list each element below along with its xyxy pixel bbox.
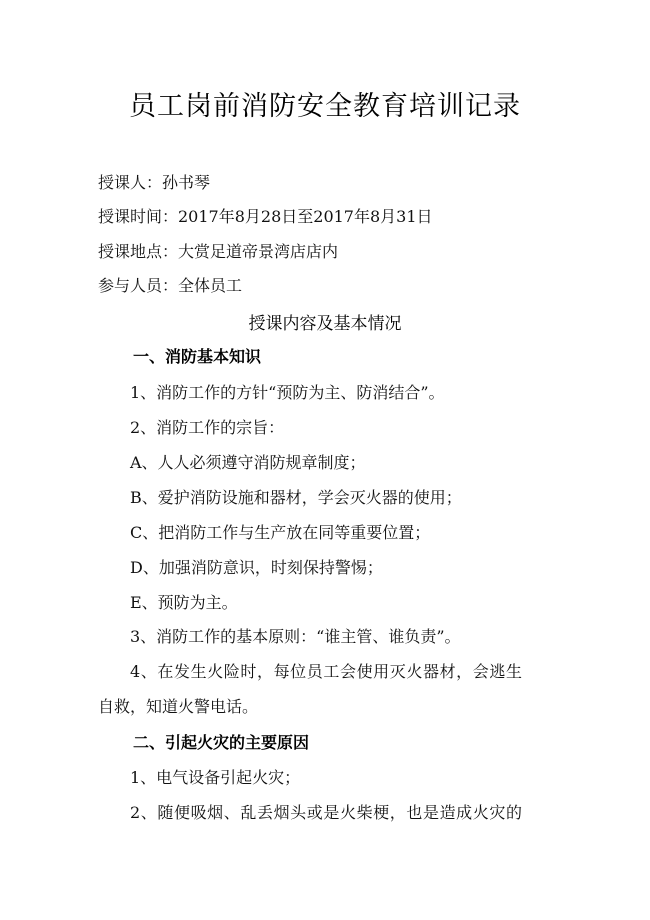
meta-participants: 参与人员：全体员工 bbox=[98, 276, 243, 295]
list-item: 2、消防工作的宗旨： bbox=[130, 418, 285, 437]
list-item: E、预防为主。 bbox=[130, 593, 238, 612]
list-item: C、把消防工作与生产放在同等重要位置； bbox=[130, 523, 431, 542]
meta-location: 授课地点：大赏足道帝景湾店店内 bbox=[98, 242, 339, 261]
section-heading-2: 二、引起火灾的主要原因 bbox=[133, 733, 310, 752]
list-item-continuation: 自救，知道火警电话。 bbox=[98, 697, 259, 716]
document-title: 员工岗前消防安全教育培训记录 bbox=[129, 91, 521, 122]
list-item: 1、消防工作的方针“预防为主、防消结合”。 bbox=[130, 383, 445, 402]
list-item: D、加强消防意识，时刻保持警惕； bbox=[130, 558, 383, 577]
list-item: 1、电气设备引起火灾； bbox=[130, 768, 301, 787]
meta-instructor: 授课人：孙书琴 bbox=[98, 173, 211, 192]
list-item: 4、在发生火险时，每位员工会使用灭火器材，会逃生 bbox=[130, 662, 523, 681]
list-item: 3、消防工作的基本原则：“谁主管、谁负责”。 bbox=[130, 627, 461, 646]
list-item: B、爱护消防设施和器材，学会灭火器的使用； bbox=[130, 488, 462, 507]
list-item: A、人人必须遵守消防规章制度； bbox=[130, 453, 366, 472]
list-item: 2、随便吸烟、乱丢烟头或是火柴梗，也是造成火灾的 bbox=[130, 803, 523, 822]
section-heading-1: 一、消防基本知识 bbox=[133, 347, 262, 366]
meta-time: 授课时间：2017年8月28日至2017年8月31日 bbox=[98, 207, 433, 226]
content-heading: 授课内容及基本情况 bbox=[248, 314, 402, 334]
